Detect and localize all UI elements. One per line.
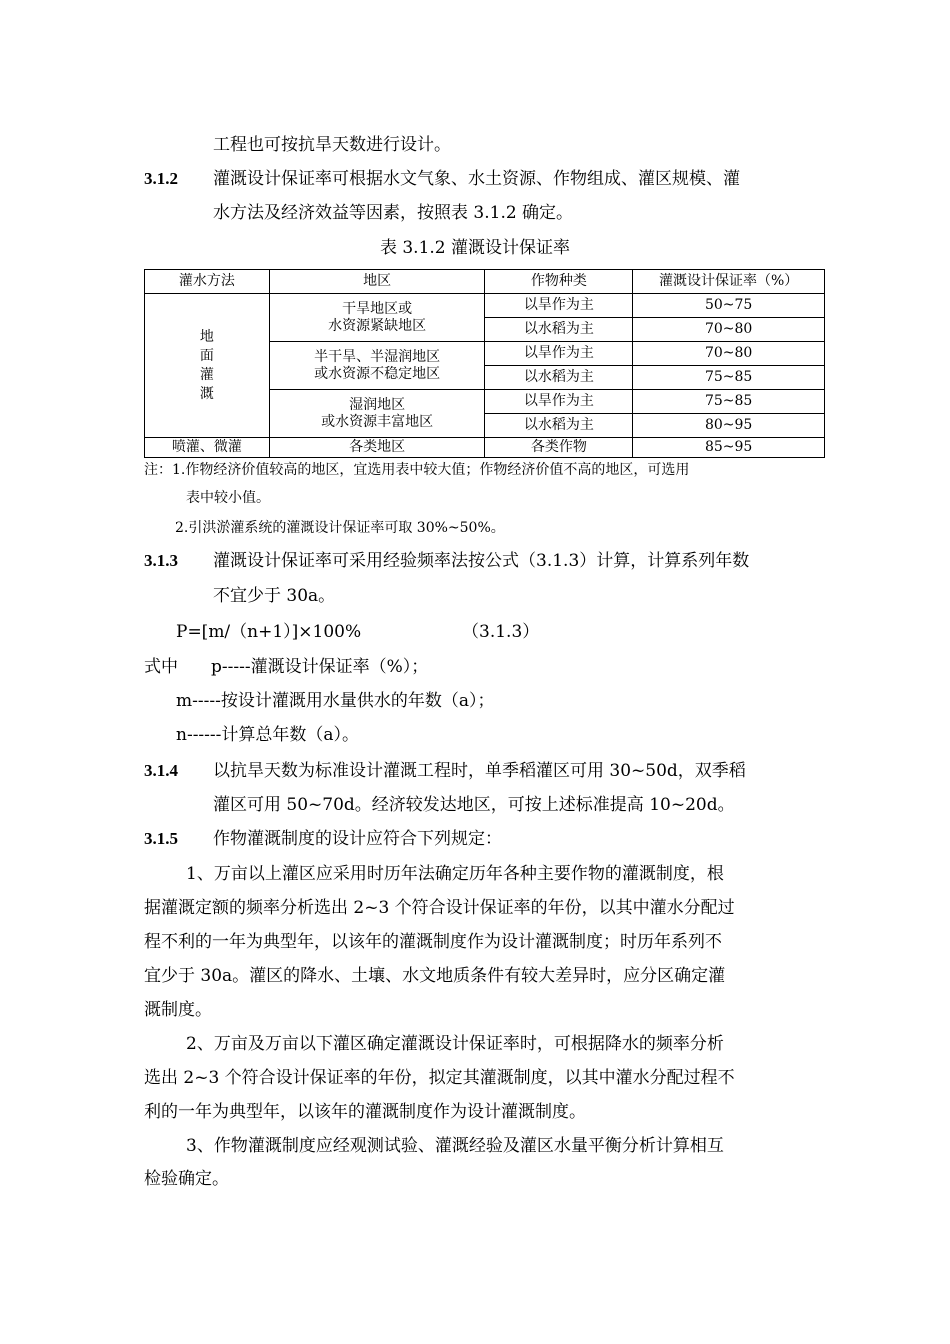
definition-m: m-----按设计灌溉用水量供水的年数（a）； <box>176 691 495 711</box>
rule-1-line3: 程不利的一年为典型年，以该年的灌溉制度作为设计灌溉制度；时历年系列不 <box>144 932 722 952</box>
definition-p: p-----灌溉设计保证率（%）； <box>211 657 429 677</box>
region-cell: 各类地区 <box>269 438 485 458</box>
definition-n: n------计算总年数（a）。 <box>176 725 360 745</box>
header-crop: 作物种类 <box>485 270 633 294</box>
rule-3-line2: 检验确定。 <box>144 1169 229 1189</box>
rate-cell: 75~85 <box>633 366 825 390</box>
crop-cell: 以旱作为主 <box>485 390 633 414</box>
section-number-3-1-5: 3.1.5 <box>144 829 178 848</box>
note-1-cont: 表中较小值。 <box>186 490 270 506</box>
rate-cell: 70~80 <box>633 318 825 342</box>
rate-cell: 80~95 <box>633 414 825 438</box>
table-row <box>145 294 825 318</box>
crop-cell: 以水稻为主 <box>485 414 633 438</box>
section-number-3-1-2: 3.1.2 <box>144 169 178 188</box>
header-method: 灌水方法 <box>145 270 270 294</box>
method-surface-irrigation: 地 面 灌 溉 <box>145 294 270 438</box>
irrigation-guarantee-table <box>144 269 825 458</box>
rate-cell: 70~80 <box>633 342 825 366</box>
rate-cell: 85~95 <box>633 438 825 458</box>
section-3-1-3-line1: 灌溉设计保证率可采用经验频率法按公式（3.1.3）计算，计算系列年数 <box>213 551 750 571</box>
method-sprinkler: 喷灌、微灌 <box>145 438 270 458</box>
section-3-1-4-line1: 以抗旱天数为标准设计灌溉工程时，单季稻灌区可用 30~50d，双季稻 <box>213 761 746 781</box>
crop-cell: 以旱作为主 <box>485 342 633 366</box>
section-number-3-1-3: 3.1.3 <box>144 551 178 570</box>
rule-3-line1: 3、作物灌溉制度应经观测试验、灌溉经验及灌区水量平衡分析计算相互 <box>186 1136 724 1156</box>
crop-cell: 以水稻为主 <box>485 366 633 390</box>
formula: P=[m/（n+1）]×100% <box>176 622 362 642</box>
rate-cell: 50~75 <box>633 294 825 318</box>
rule-2-line3: 利的一年为典型年，以该年的灌溉制度作为设计灌溉制度。 <box>144 1102 586 1122</box>
region-cell: 半干旱、半湿润地区 或水资源不稳定地区 <box>269 342 485 390</box>
paragraph-continuation: 工程也可按抗旱天数进行设计。 <box>213 135 451 155</box>
rule-1-line1: 1、万亩以上灌区应采用时历年法确定历年各种主要作物的灌溉制度，根 <box>186 864 724 884</box>
table-caption: 表 3.1.2 灌溉设计保证率 <box>379 238 571 258</box>
rule-2-line1: 2、万亩及万亩以下灌区确定灌溉设计保证率时，可根据降水的频率分析 <box>186 1034 724 1054</box>
crop-cell: 以旱作为主 <box>485 294 633 318</box>
where-label: 式中 <box>144 657 178 677</box>
rule-1-line5: 溉制度。 <box>144 1000 212 1020</box>
section-3-1-5-line1: 作物灌溉制度的设计应符合下列规定： <box>213 829 502 849</box>
rule-2-line2: 选出 2~3 个符合设计保证率的年份，拟定其灌溉制度，以其中灌水分配过程不 <box>144 1068 735 1088</box>
table-row-sprinkler <box>145 438 825 458</box>
note-1: 注：1.作物经济价值较高的地区，宜选用表中较大值；作物经济价值不高的地区，可选用 <box>144 462 690 478</box>
crop-cell: 以水稻为主 <box>485 318 633 342</box>
section-3-1-4-line2: 灌区可用 50~70d。经济较发达地区，可按上述标准提高 10~20d。 <box>213 795 735 815</box>
section-3-1-2-line2: 水方法及经济效益等因素，按照表 3.1.2 确定。 <box>213 203 574 223</box>
table-header-row <box>145 270 825 294</box>
region-cell: 湿润地区 或水资源丰富地区 <box>269 390 485 438</box>
region-cell: 干旱地区或 水资源紧缺地区 <box>269 294 485 342</box>
formula-number: （3.1.3） <box>462 622 540 642</box>
rule-1-line2: 据灌溉定额的频率分析选出 2~3 个符合设计保证率的年份，以其中灌水分配过 <box>144 898 735 918</box>
header-rate: 灌溉设计保证率（%） <box>633 270 825 294</box>
crop-cell: 各类作物 <box>485 438 633 458</box>
section-number-3-1-4: 3.1.4 <box>144 761 178 780</box>
section-3-1-2-line1: 灌溉设计保证率可根据水文气象、水土资源、作物组成、灌区规模、灌 <box>213 169 740 189</box>
note-2: 2.引洪淤灌系统的灌溉设计保证率可取 30%~50%。 <box>175 520 505 536</box>
rule-1-line4: 宜少于 30a。灌区的降水、土壤、水文地质条件有较大差异时，应分区确定灌 <box>144 966 726 986</box>
section-3-1-3-line2: 不宜少于 30a。 <box>213 586 336 606</box>
rate-cell: 75~85 <box>633 390 825 414</box>
header-region: 地区 <box>269 270 485 294</box>
